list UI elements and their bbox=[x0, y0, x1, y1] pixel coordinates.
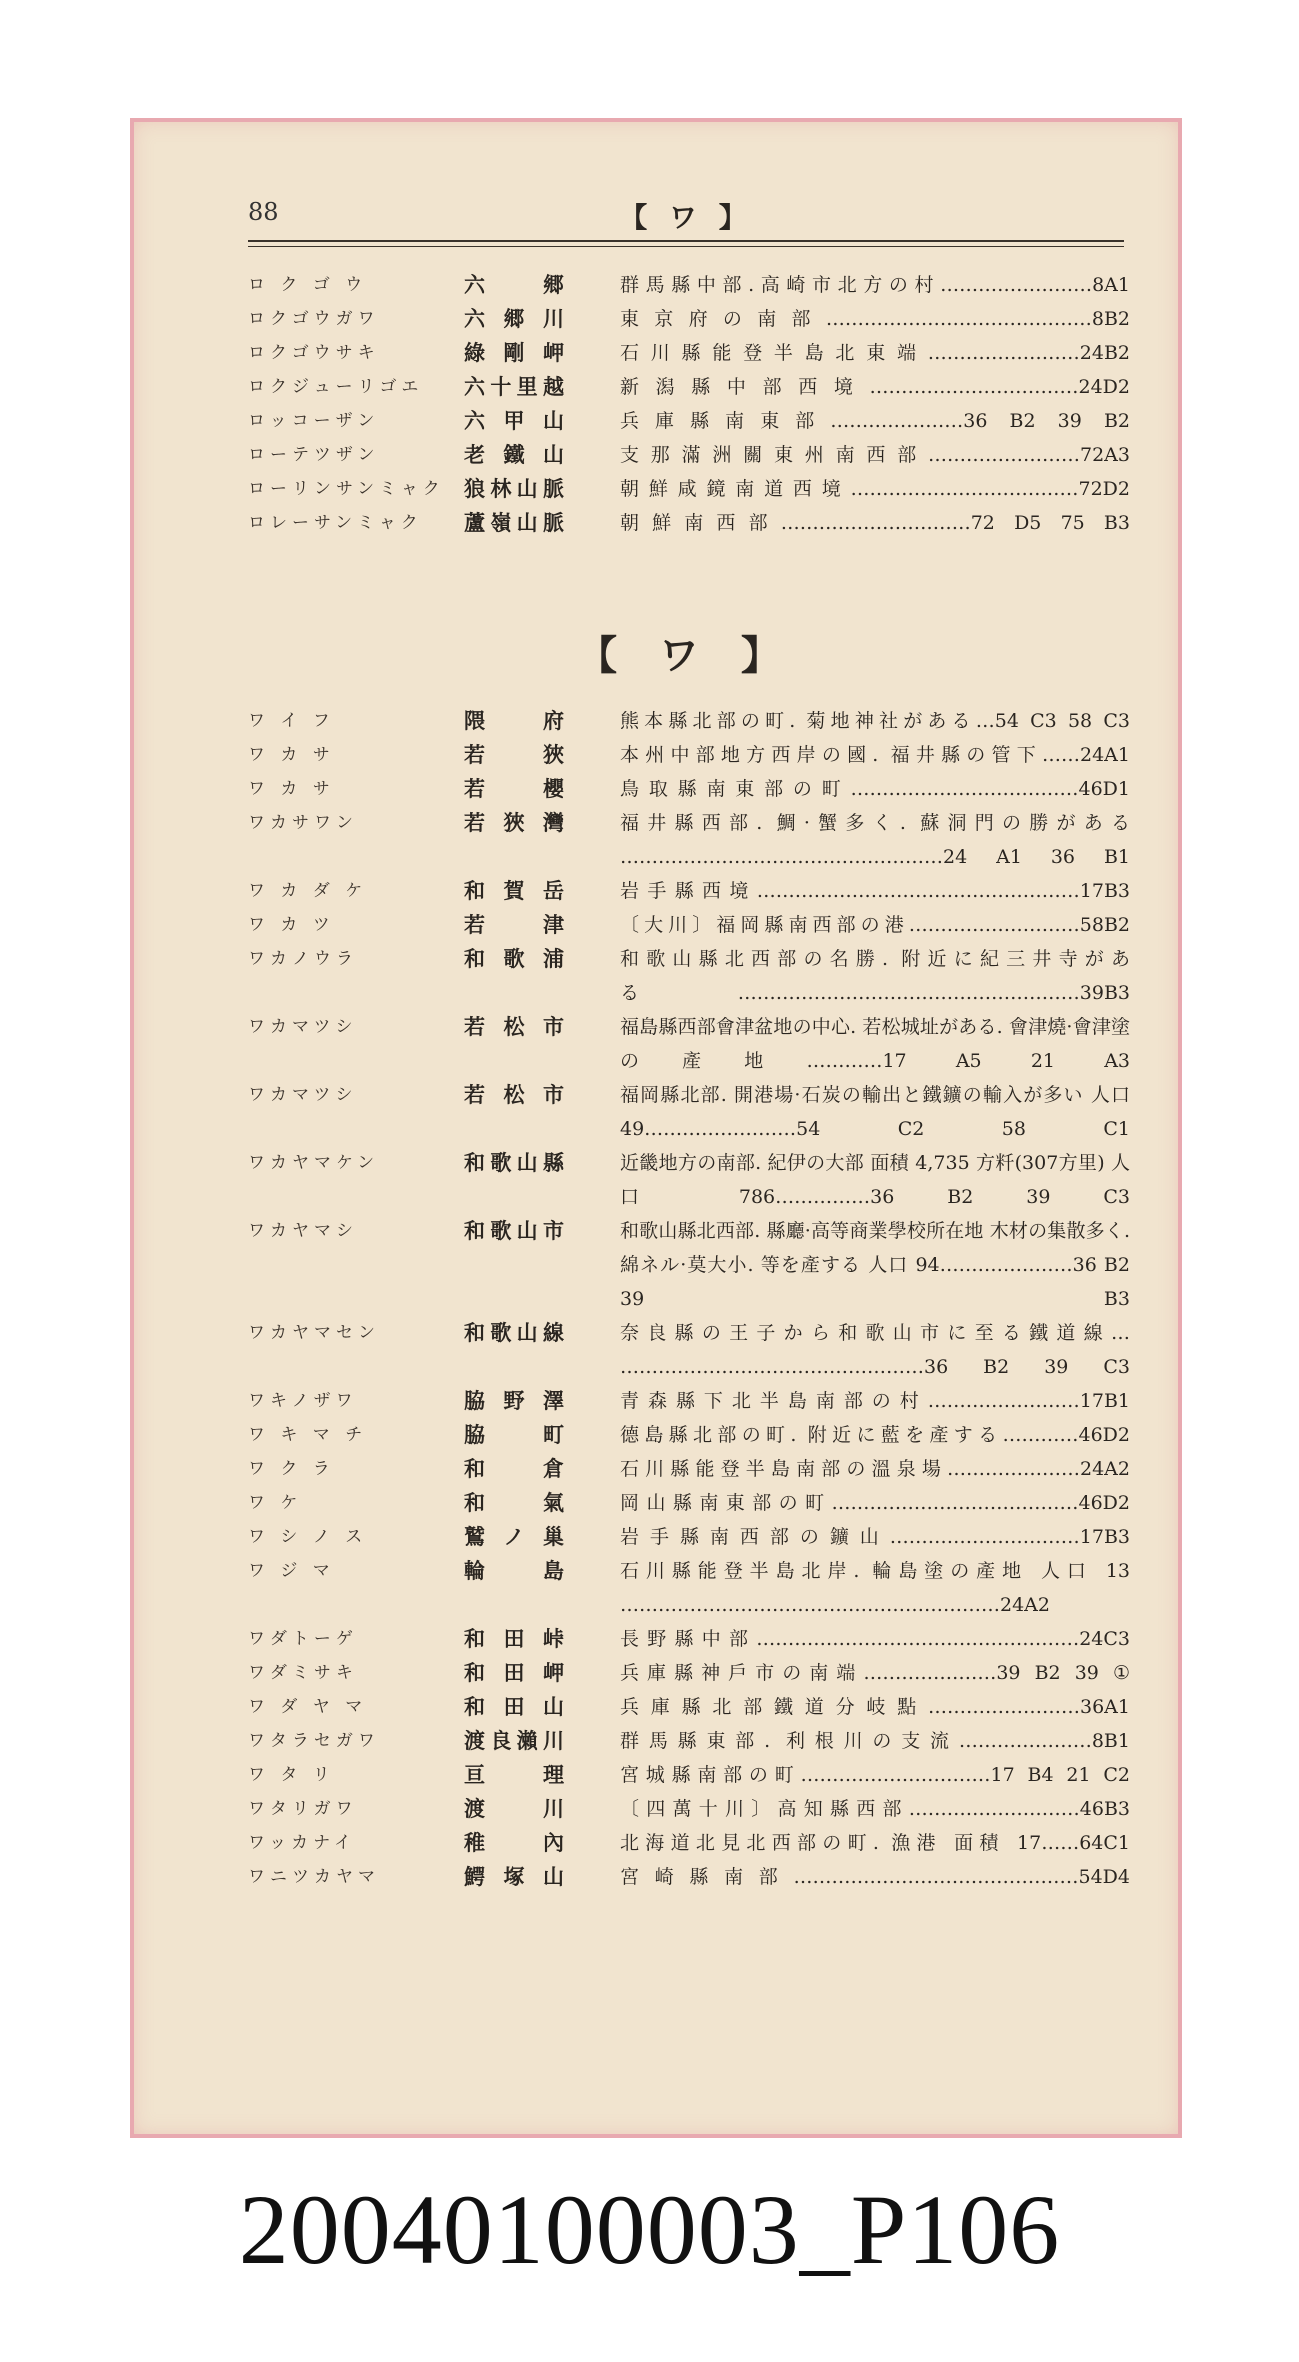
list-item bbox=[248, 404, 1128, 438]
entry-kana: ワ イ フ bbox=[248, 711, 335, 731]
entry-kanji: 若 狹 bbox=[464, 742, 564, 767]
entry-kana: ワ キ マ チ bbox=[248, 1425, 368, 1445]
list-item bbox=[248, 1724, 1128, 1758]
entry-description: 石川縣能登半島北岸. 輪島塗の產地 人口 13 ……………………………………………………24A2 bbox=[620, 1560, 1130, 1616]
entry-description: 東京府の南部……………………………………8B2 bbox=[620, 308, 1130, 330]
list-item bbox=[248, 704, 1128, 738]
list-item bbox=[248, 1418, 1128, 1452]
entry-description: 石川縣能登半島北東端……………………24B2 bbox=[620, 342, 1130, 364]
entry-description: 本州中部地方西岸の國. 福井縣の管下……24A1 bbox=[620, 744, 1130, 766]
list-item bbox=[248, 1078, 1128, 1146]
entry-kana: ワカヤマケン bbox=[248, 1153, 380, 1173]
entry-kanji: 和田峠 bbox=[464, 1626, 564, 1651]
entry-kana: ロッコーザン bbox=[248, 411, 380, 431]
entry-description: 熊本縣北部の町. 菊地神社がある…54 C3 58 C3 bbox=[620, 710, 1130, 732]
entry-kana: ロレーサンミャク bbox=[248, 513, 423, 533]
entry-kana: ワッカナイ bbox=[248, 1833, 356, 1853]
list-item bbox=[248, 1486, 1128, 1520]
entry-kana: ワダミサキ bbox=[248, 1663, 358, 1683]
list-item bbox=[248, 1010, 1128, 1078]
entry-kana: ワキノザワ bbox=[248, 1391, 358, 1411]
entry-kanji: 和歌山縣 bbox=[464, 1150, 564, 1175]
entry-kana: ロクゴウガワ bbox=[248, 309, 380, 329]
header-rule-thin bbox=[248, 246, 1124, 247]
list-item bbox=[248, 370, 1128, 404]
entry-kanji: 若松市 bbox=[464, 1014, 564, 1039]
entry-kana: ワ ク ラ bbox=[248, 1459, 335, 1479]
entry-kanji: 六甲山 bbox=[464, 408, 564, 433]
list-item bbox=[248, 438, 1128, 472]
entry-kanji: 渡 川 bbox=[464, 1796, 564, 1821]
list-item bbox=[248, 1554, 1128, 1622]
entry-kanji: 脇野澤 bbox=[464, 1388, 564, 1413]
entry-description: 群馬縣東部. 利根川の支流…………………8B1 bbox=[620, 1730, 1130, 1752]
entry-kana: ワカヤマシ bbox=[248, 1221, 358, 1241]
entry-kanji: 若 津 bbox=[464, 912, 564, 937]
entry-kanji: 和田岬 bbox=[464, 1660, 564, 1685]
entry-description: 福島縣西部會津盆地の中心. 若松城址がある. 會津燒·會津塗の產地…………17 A5 21 A3 bbox=[620, 1016, 1130, 1072]
entry-description: 岩手縣南西部の鑛山…………………………17B3 bbox=[620, 1526, 1130, 1548]
entry-kana: ワニツカヤマ bbox=[248, 1867, 380, 1887]
list-item bbox=[248, 1622, 1128, 1656]
entry-kanji: 六郷川 bbox=[464, 306, 564, 331]
entry-description: 和歌山縣北西部. 縣廳·高等商業學校所在地 木材の集散多く. 綿ネル·莫大小. 等を產する 人口 94…………………36 B2 39 B3 bbox=[620, 1220, 1130, 1310]
entry-kanji: 蘆嶺山脈 bbox=[464, 510, 564, 535]
entry-kanji: 和歌山市 bbox=[464, 1218, 564, 1243]
entry-description: 近畿地方の南部. 紀伊の大部 面積 4,735 方粁(307方里) 人口 786……………36 B2 39 C3 bbox=[620, 1152, 1130, 1208]
entry-kana: ワ カ ダ ケ bbox=[248, 881, 368, 901]
entry-kana: ワ カ ツ bbox=[248, 915, 335, 935]
entry-description: 福井縣西部. 鯛·蟹多く. 蘇洞門の勝がある ……………………………………………24 A1 36 B1 bbox=[620, 812, 1130, 868]
list-item bbox=[248, 1146, 1128, 1214]
entry-description: 和歌山縣北西部の名勝. 附近に紀三井寺がある………………………………………………39B3 bbox=[620, 948, 1130, 1004]
list-item bbox=[248, 772, 1128, 806]
entry-kanji: 六 郷 bbox=[464, 272, 564, 297]
entry-kanji: 和賀岳 bbox=[464, 878, 564, 903]
list-item bbox=[248, 1316, 1128, 1384]
header-title: 【 ワ 】 bbox=[619, 201, 753, 234]
entry-kana: ワダトーゲ bbox=[248, 1629, 358, 1649]
entry-description: 德島縣北部の町. 附近に藍を產する…………46D2 bbox=[620, 1424, 1130, 1446]
entry-kana: ロクジューリゴエ bbox=[248, 377, 424, 397]
list-item bbox=[248, 738, 1128, 772]
entry-kanji: 和 氣 bbox=[464, 1490, 564, 1515]
entry-kanji: 和田山 bbox=[464, 1694, 564, 1719]
entry-description: 兵庫縣北部鐵道分岐點……………………36A1 bbox=[620, 1696, 1130, 1718]
entry-description: 奈良縣の王子から和歌山市に至る鐵道線… …………………………………………36 B2 39 C3 bbox=[620, 1322, 1130, 1378]
entry-kanji: 綠剛岬 bbox=[464, 340, 564, 365]
entry-kanji: 六十里越 bbox=[464, 374, 564, 399]
entry-description: 鳥取縣南東部の町………………………………46D1 bbox=[620, 778, 1130, 800]
list-item bbox=[248, 874, 1128, 908]
entry-kana: ワタリガワ bbox=[248, 1799, 358, 1819]
entry-description: 北海道北見北西部の町. 漁港 面積 17……64C1 bbox=[620, 1832, 1130, 1854]
entry-kanji: 若松市 bbox=[464, 1082, 564, 1107]
entry-kanji: 和歌浦 bbox=[464, 946, 564, 971]
list-item bbox=[248, 1792, 1128, 1826]
entry-kanji: 狼林山脈 bbox=[464, 476, 564, 501]
entry-kana: ローテツザン bbox=[248, 445, 380, 465]
entry-kana: ワ ジ マ bbox=[248, 1561, 335, 1581]
list-item bbox=[248, 506, 1128, 540]
list-item bbox=[248, 336, 1128, 370]
top-entry-list bbox=[248, 268, 1128, 540]
entry-kana: ワ タ リ bbox=[248, 1765, 335, 1785]
bottom-entry-list bbox=[248, 704, 1128, 1894]
entry-description: 宮城縣南部の町…………………………17 B4 21 C2 bbox=[620, 1764, 1130, 1786]
entry-description: 福岡縣北部. 開港場·石炭の輸出と鐵鑛の輸入が多い 人口 49……………………54 C2 58 C1 bbox=[620, 1084, 1130, 1140]
list-item bbox=[248, 908, 1128, 942]
entry-description: 〔四萬十川〕高知縣西部………………………46B3 bbox=[620, 1798, 1130, 1820]
section-title: 【 ワ 】 bbox=[577, 632, 795, 679]
entry-description: 兵庫縣神戶市の南端…………………39 B2 39 ① bbox=[620, 1662, 1130, 1684]
entry-kana: ロ ク ゴ ウ bbox=[248, 275, 368, 295]
archive-id: 20040100003_P106 bbox=[238, 2174, 1061, 2285]
list-item bbox=[248, 806, 1128, 874]
entry-kanji: 若 櫻 bbox=[464, 776, 564, 801]
entry-description: 支那滿洲關東州南西部……………………72A3 bbox=[620, 444, 1130, 466]
list-item bbox=[248, 1826, 1128, 1860]
list-item bbox=[248, 1520, 1128, 1554]
entry-description: 〔大川〕福岡縣南西部の港………………………58B2 bbox=[620, 914, 1130, 936]
page-header bbox=[248, 196, 1124, 236]
entry-kanji: 鰐塚山 bbox=[464, 1864, 564, 1889]
header-rule bbox=[248, 240, 1124, 242]
list-item bbox=[248, 1656, 1128, 1690]
entry-kana: ワカヤマセン bbox=[248, 1323, 380, 1343]
entry-kanji: 稚 內 bbox=[464, 1830, 564, 1855]
entry-description: 長野縣中部……………………………………………24C3 bbox=[620, 1628, 1130, 1650]
list-item bbox=[248, 268, 1128, 302]
scanned-page bbox=[130, 118, 1182, 2138]
entry-kana: ロクゴウサキ bbox=[248, 343, 380, 363]
list-item bbox=[248, 302, 1128, 336]
list-item bbox=[248, 1452, 1128, 1486]
entry-kana: ワ カ サ bbox=[248, 745, 335, 765]
entry-kana: ワタラセガワ bbox=[248, 1731, 380, 1751]
entry-description: 石川縣能登半島南部の溫泉場…………………24A2 bbox=[620, 1458, 1130, 1480]
entry-kanji: 輪 島 bbox=[464, 1558, 564, 1583]
entry-description: 兵庫縣南東部…………………36 B2 39 B2 bbox=[620, 410, 1130, 432]
list-item bbox=[248, 1690, 1128, 1724]
list-item bbox=[248, 1384, 1128, 1418]
list-item bbox=[248, 1860, 1128, 1894]
list-item bbox=[248, 1758, 1128, 1792]
entry-kanji: 隈 府 bbox=[464, 708, 564, 733]
entry-kana: ワカマツシ bbox=[248, 1085, 358, 1105]
entry-kana: ワカノウラ bbox=[248, 949, 358, 969]
entry-kana: ワ シ ノ ス bbox=[248, 1527, 368, 1547]
entry-description: 新潟縣中部西境……………………………24D2 bbox=[620, 376, 1130, 398]
entry-kana: ワカマツシ bbox=[248, 1017, 358, 1037]
entry-kana: ワ ケ bbox=[248, 1493, 303, 1513]
entry-description: 宮崎縣南部………………………………………54D4 bbox=[620, 1866, 1130, 1888]
entry-description: 群馬縣中部.高崎市北方の村……………………8A1 bbox=[620, 274, 1130, 296]
entry-description: 朝鮮咸鏡南道西境………………………………72D2 bbox=[620, 478, 1130, 500]
list-item bbox=[248, 1214, 1128, 1316]
page-number: 88 bbox=[248, 198, 279, 226]
entry-kanji: 脇 町 bbox=[464, 1422, 564, 1447]
entry-kana: ワ カ サ bbox=[248, 779, 335, 799]
entry-kanji: 亘 理 bbox=[464, 1762, 564, 1787]
entry-description: 青森縣下北半島南部の村……………………17B1 bbox=[620, 1390, 1130, 1412]
entry-kanji: 和歌山線 bbox=[464, 1320, 564, 1345]
entry-kanji: 渡良瀨川 bbox=[464, 1728, 564, 1753]
entry-description: 岡山縣南東部の町…………………………………46D2 bbox=[620, 1492, 1130, 1514]
entry-kanji: 和 倉 bbox=[464, 1456, 564, 1481]
entry-description: 朝鮮南西部…………………………72 D5 75 B3 bbox=[620, 512, 1130, 534]
entry-kana: ローリンサンミャク bbox=[248, 479, 445, 499]
list-item bbox=[248, 472, 1128, 506]
entry-kanji: 鷲ノ巢 bbox=[464, 1524, 564, 1549]
entry-kana: ワ ダ ヤ マ bbox=[248, 1697, 368, 1717]
list-item bbox=[248, 942, 1128, 1010]
entry-kana: ワカサワン bbox=[248, 813, 358, 833]
entry-kanji: 老鐵山 bbox=[464, 442, 564, 467]
entry-description: 岩手縣西境……………………………………………17B3 bbox=[620, 880, 1130, 902]
entry-kanji: 若狹灣 bbox=[464, 810, 564, 835]
